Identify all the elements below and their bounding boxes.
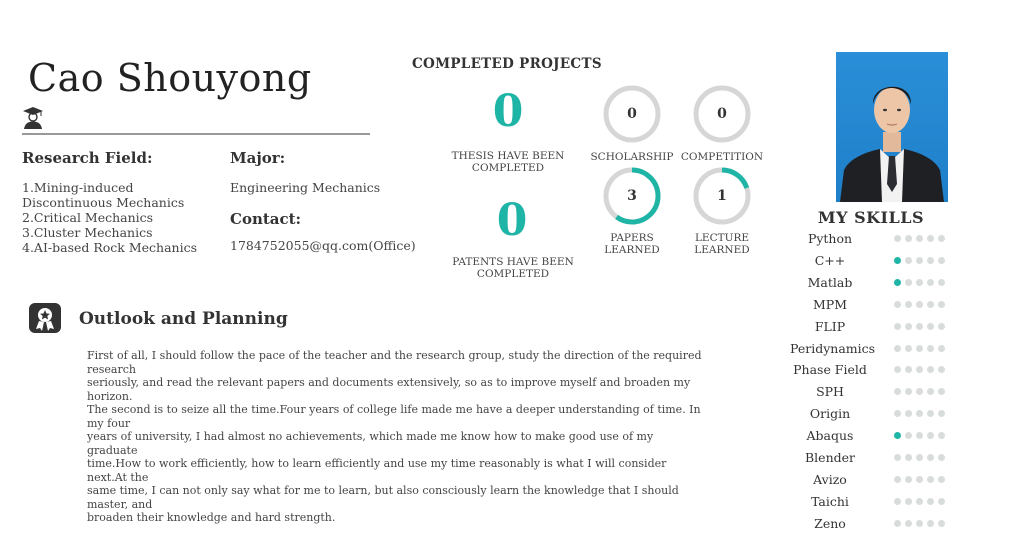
outlook-line: time.How to work efficiently, how to learn efficiently and use my time reasonably is what I will consider next.At the <box>87 457 667 484</box>
contact-email[interactable]: 1784752055@qq.com(Office) <box>230 238 416 253</box>
skill-level-dot <box>905 410 912 417</box>
skill-level-dots <box>894 366 945 373</box>
skill-name: MPM <box>812 296 847 312</box>
skill-level-dots <box>894 345 945 352</box>
papers-learned-ring <box>602 166 662 226</box>
skill-level-dot <box>916 323 923 330</box>
skill-name: FLIP <box>814 318 846 334</box>
lecture-learned-label <box>677 232 767 256</box>
skill-name: Blender <box>804 450 855 465</box>
skill-level-dots <box>894 279 945 286</box>
skill-level-dot <box>927 388 934 395</box>
skill-level-dot <box>916 366 923 373</box>
skill-level-dot <box>938 410 945 417</box>
skill-level-dot <box>916 279 923 286</box>
skill-name: Zeno <box>814 515 846 531</box>
thesis-caption-line: COMPLETED <box>471 162 545 174</box>
skill-level-dot <box>916 235 923 242</box>
thesis-caption-line: THESIS HAVE BEEN <box>451 150 565 162</box>
skill-level-dot <box>938 520 945 527</box>
outlook-line: same time, I can not only say what for me to learn, but also consciously learn the knowledge that I should master, and <box>87 484 679 511</box>
outlook-line: broaden their knowledge and hard strength. <box>87 511 336 524</box>
scholarship-ring <box>602 84 662 144</box>
skill-level-dot <box>916 454 923 461</box>
skill-level-dot <box>938 454 945 461</box>
research-field-item: 2.Critical Mechanics <box>22 210 154 225</box>
outlook-line: First of all, I should follow the pace of the teacher and the research group, study the direction of the required research <box>87 349 702 376</box>
ring-value: 3 <box>627 188 637 204</box>
skill-level-dots <box>894 301 945 308</box>
skill-name: Abaqus <box>806 428 854 444</box>
skill-level-dot <box>916 476 923 483</box>
skills-title: MY SKILLS <box>817 208 925 227</box>
research-field-item: 3.Cluster Mechanics <box>22 225 153 240</box>
skill-level-dots <box>894 498 945 505</box>
skill-level-dots <box>894 432 945 439</box>
skill-name: Origin <box>809 406 851 422</box>
competition-ring <box>692 84 752 144</box>
skill-level-dot <box>938 476 945 483</box>
skill-level-dot <box>927 301 934 308</box>
skill-name: Peridynamics <box>790 340 876 356</box>
skill-name: Python <box>807 231 853 246</box>
skill-level-dot <box>938 235 945 242</box>
skill-level-dot <box>916 432 923 439</box>
ring-label-line: LECTURE <box>694 232 750 244</box>
skill-level-dot <box>927 279 934 286</box>
papers-learned-label <box>587 232 677 256</box>
outlook-line: The second is to seize all the time.Four years of college life made me have a deeper understanding of time. In my four <box>87 403 701 430</box>
skill-level-dots <box>894 388 945 395</box>
skill-level-dot <box>894 476 901 483</box>
patents-count: 0 <box>496 195 528 246</box>
skill-level-dot <box>938 257 945 264</box>
skill-level-dot <box>894 520 901 527</box>
skill-level-dot <box>938 366 945 373</box>
skill-level-dot <box>938 498 945 505</box>
ring-label-line: COMPETITION <box>680 151 764 163</box>
research-field-item: 4.AI-based Rock Mechanics <box>22 240 198 255</box>
skill-level-dot <box>905 366 912 373</box>
skill-level-dot <box>916 301 923 308</box>
skill-level-dot <box>894 454 901 461</box>
skill-level-dot <box>916 410 923 417</box>
competition-label <box>677 151 767 163</box>
thesis-caption <box>440 150 576 174</box>
skill-level-dot <box>894 323 901 330</box>
skill-level-dot <box>927 345 934 352</box>
skill-level-dot <box>938 279 945 286</box>
skill-level-dot <box>905 257 912 264</box>
skill-level-dot <box>905 301 912 308</box>
skill-level-dot <box>905 388 912 395</box>
skill-name: SPH <box>816 384 844 400</box>
skill-level-dot <box>894 410 901 417</box>
research-field-item: 1.Mining-induced <box>22 180 134 195</box>
skill-level-dots <box>894 520 945 527</box>
skill-level-dot <box>916 498 923 505</box>
skill-name: Avizo <box>813 471 847 487</box>
contact-title: Contact: <box>230 210 302 228</box>
skill-level-dot <box>894 235 901 242</box>
ring-label-line: LEARNED <box>694 244 750 256</box>
skill-level-dot <box>894 345 901 352</box>
completed-projects-title: COMPLETED PROJECTS <box>412 56 602 72</box>
skill-level-dot <box>905 323 912 330</box>
skill-level-dot <box>927 520 934 527</box>
skill-level-dot <box>894 388 901 395</box>
research-field-list <box>22 180 197 255</box>
skill-level-dot <box>927 476 934 483</box>
skill-name: C++ <box>814 252 846 268</box>
outlook-line: years of university, I had almost no achievements, which made me know how to make good use of my graduate <box>87 430 654 457</box>
award-icon <box>28 303 62 333</box>
profile-name: Cao Shouyong <box>28 56 312 100</box>
skill-level-dot <box>938 323 945 330</box>
skill-level-dots <box>894 476 945 483</box>
patents-caption-line: COMPLETED <box>476 268 550 280</box>
skill-level-dot <box>938 388 945 395</box>
skill-level-dot <box>927 366 934 373</box>
skill-level-dot <box>905 345 912 352</box>
skill-level-dot <box>927 410 934 417</box>
skill-level-dot <box>927 454 934 461</box>
skill-level-dot <box>927 235 934 242</box>
outlook-line: seriously, and read the relevant papers and documents extensively, so as to improve myself and broaden my horizon. <box>87 376 691 403</box>
outlook-title: Outlook and Planning <box>79 309 288 329</box>
thesis-count: 0 <box>492 86 524 137</box>
ring-value: 0 <box>717 106 727 122</box>
skill-level-dot <box>916 520 923 527</box>
skill-level-dots <box>894 410 945 417</box>
skill-level-dot <box>905 498 912 505</box>
skill-level-dots <box>894 235 945 242</box>
skill-level-dot <box>927 323 934 330</box>
ring-label-line: SCHOLARSHIP <box>590 151 674 163</box>
skill-level-dots <box>894 454 945 461</box>
skill-level-dot <box>905 520 912 527</box>
skill-level-dot <box>894 432 901 439</box>
research-field-item: Discontinuous Mechanics <box>22 195 185 210</box>
research-field-title: Research Field: <box>22 149 153 167</box>
skill-level-dots <box>894 257 945 264</box>
skill-level-dot <box>905 454 912 461</box>
skill-level-dot <box>905 476 912 483</box>
skill-name: Taichi <box>811 493 849 509</box>
ring-label-line: PAPERS <box>610 232 654 244</box>
skill-level-dot <box>894 279 901 286</box>
name-divider <box>22 133 370 135</box>
skill-level-dot <box>916 388 923 395</box>
skill-level-dot <box>916 345 923 352</box>
patents-caption-line: PATENTS HAVE BEEN <box>452 256 574 268</box>
scholarship-label <box>587 151 677 163</box>
outlook-paragraph <box>87 349 703 525</box>
major-value: Engineering Mechanics <box>230 180 381 195</box>
skill-level-dot <box>938 345 945 352</box>
ring-value: 1 <box>717 188 727 204</box>
skill-level-dot <box>894 366 901 373</box>
ring-value: 0 <box>627 106 637 122</box>
graduate-icon <box>22 106 44 130</box>
patents-caption <box>445 256 581 280</box>
skill-level-dot <box>927 257 934 264</box>
skill-level-dot <box>905 235 912 242</box>
skill-level-dot <box>916 257 923 264</box>
skill-level-dot <box>905 432 912 439</box>
skill-level-dot <box>927 498 934 505</box>
skill-name: Phase Field <box>793 362 867 378</box>
ring-label-line: LEARNED <box>604 244 660 256</box>
skill-level-dot <box>905 279 912 286</box>
skill-level-dot <box>938 432 945 439</box>
skill-level-dot <box>894 498 901 505</box>
major-title: Major: <box>230 149 286 167</box>
profile-photo <box>836 52 948 202</box>
skill-level-dot <box>938 301 945 308</box>
skill-level-dots <box>894 323 945 330</box>
skill-name: Matlab <box>807 274 853 290</box>
skill-level-dot <box>927 432 934 439</box>
lecture-learned-ring <box>692 166 752 226</box>
skill-level-dot <box>894 301 901 308</box>
skill-level-dot <box>894 257 901 264</box>
